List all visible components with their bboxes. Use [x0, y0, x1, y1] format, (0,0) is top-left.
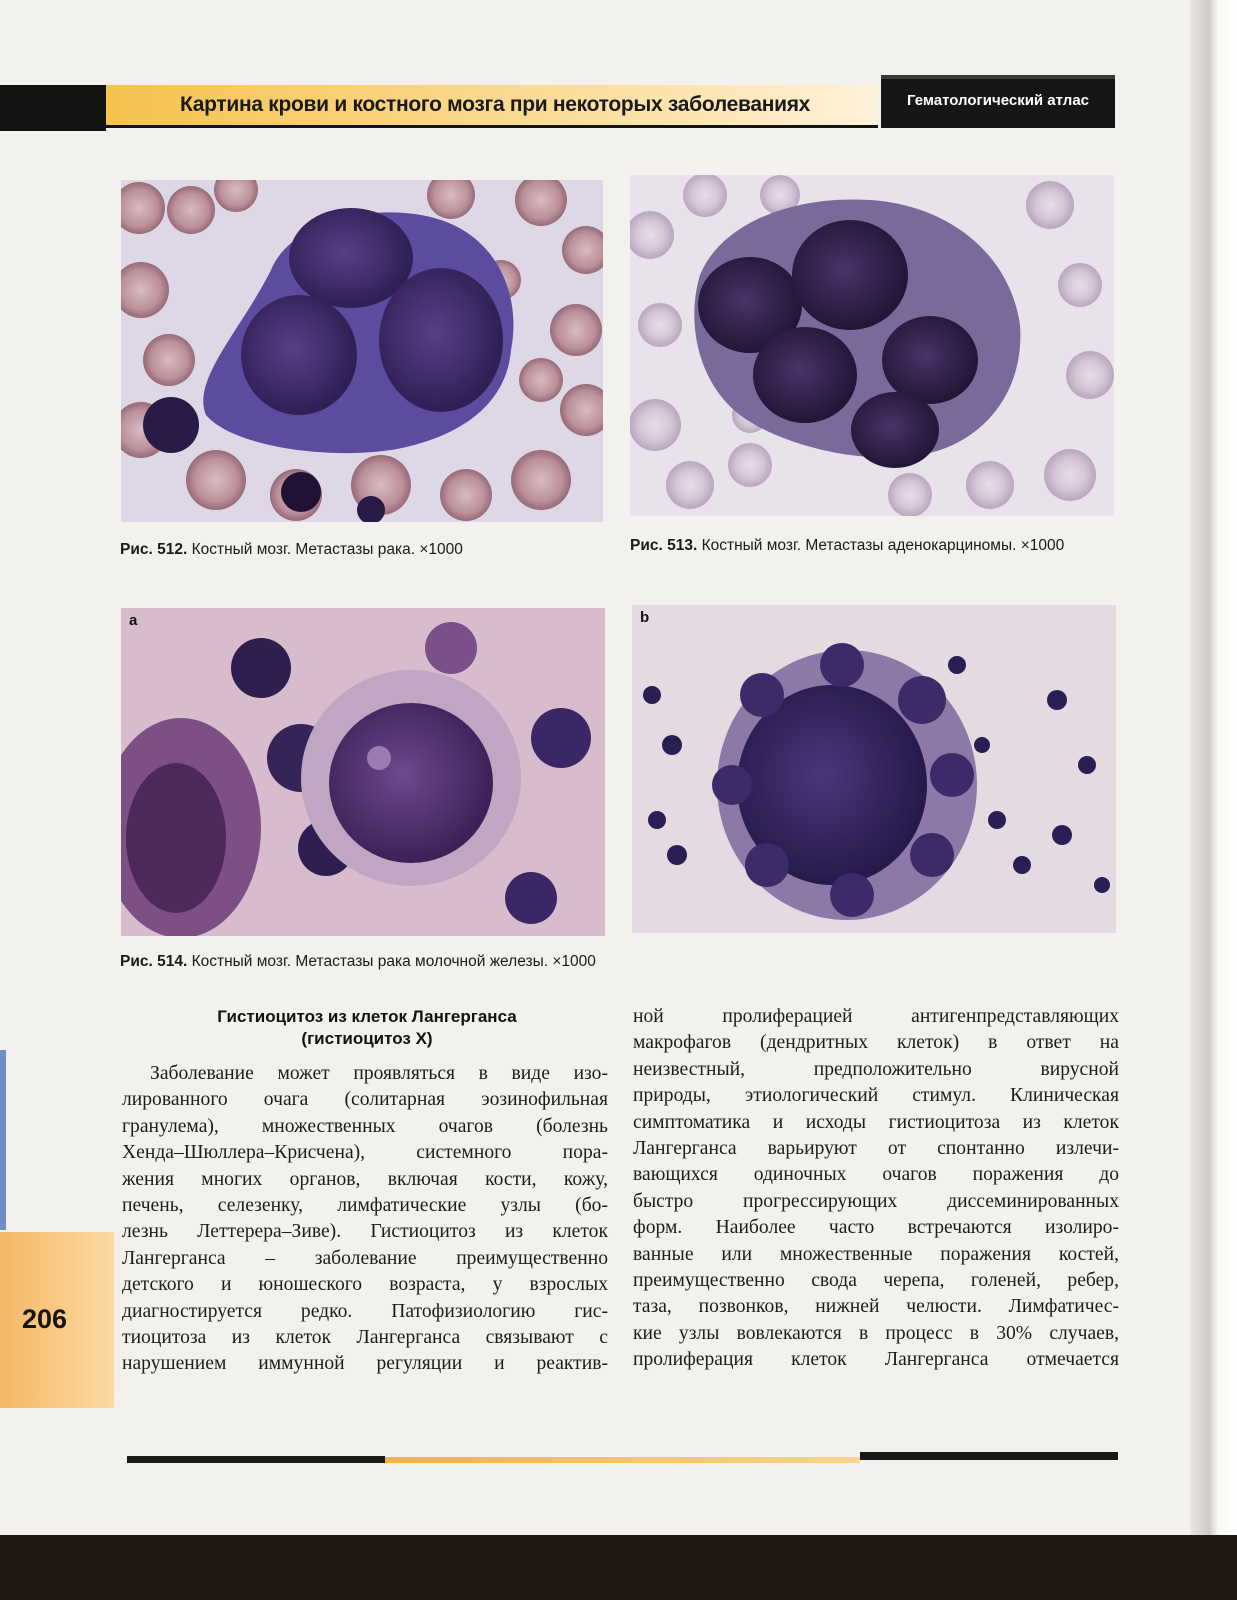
figure-514a-image [121, 608, 605, 936]
page-gutter-edge [1190, 0, 1237, 1600]
figure-513-image [630, 175, 1114, 516]
text-line: лированного очага (солитарная эозинофильная [122, 1089, 608, 1111]
header-left-block [0, 85, 106, 131]
text-line: Лангерганса варьируют от спонтанно излечи- [633, 1137, 1119, 1159]
section-title-line-2: (гистиоцитоз Х) [301, 1029, 433, 1048]
scan-bottom-band [0, 1535, 1237, 1600]
section-title [122, 1006, 612, 1050]
atlas-label: Гематологический атлас [906, 92, 1090, 109]
figure-514-text: Костный мозг. Метастазы рака молочной железы. ×1000 [187, 953, 596, 970]
figure-514-caption [120, 952, 720, 972]
text-line: ванные или множественные поражения костей, [633, 1243, 1119, 1265]
text-line: природы, этиологический стимул. Клиническая [633, 1085, 1119, 1107]
figure-514-number: Рис. 514. [120, 953, 188, 970]
text-line: нарушением иммунной регуляции и реактив- [122, 1353, 608, 1375]
figure-512-text: Костный мозг. Метастазы рака. ×1000 [187, 541, 463, 558]
figure-514-label-b: b [640, 609, 650, 626]
section-title-line-1: Гистиоцитоз из клеток Лангерганса [217, 1007, 517, 1026]
figure-512-image [121, 180, 603, 522]
text-line: быстро прогрессирующих диссеминированных [633, 1190, 1119, 1212]
text-column-left [122, 1061, 608, 1378]
text-line: ной пролиферацией антигенпредставляющих [633, 1006, 1119, 1027]
figure-513-text: Костный мозг. Метастазы аденокарциномы. ×1000 [697, 537, 1065, 554]
text-line: вающихся одиночных очагов поражения до [633, 1164, 1119, 1186]
text-line: жения многих органов, включая кости, кожу, [122, 1168, 608, 1190]
text-line: преимущественно свода черепа, голеней, ребер, [633, 1269, 1119, 1291]
figure-514-label-a: a [129, 612, 138, 629]
text-line: таза, позвонков, нижней челюсти. Лимфатичес- [633, 1296, 1119, 1318]
footer-rule-left [127, 1456, 385, 1463]
text-line: Заболевание может проявляться в виде изо- [150, 1063, 608, 1084]
footer-rule-right [860, 1452, 1118, 1460]
text-line: лезнь Леттерера–Зиве). Гистиоцитоз из клеток [122, 1221, 608, 1243]
figure-512-number: Рис. 512. [120, 541, 188, 558]
text-line: симптоматика и исходы гистиоцитоза из клеток [633, 1111, 1119, 1133]
text-line: пролиферация клеток Лангерганса отмечается [633, 1349, 1119, 1371]
page-number: 206 [22, 1304, 68, 1334]
text-line: гранулема), множественных очагов (болезнь [122, 1115, 608, 1137]
text-line: макрофагов (дендритных клеток) в ответ на [633, 1032, 1119, 1054]
chapter-title: Картина крови и костного мозга при некоторых заболеваниях [180, 93, 811, 116]
footer-rule-center [385, 1457, 860, 1463]
figure-514b-image [632, 605, 1116, 933]
figure-513-caption [630, 536, 1120, 556]
text-line: Лангерганса – заболевание преимущественно [122, 1247, 608, 1269]
text-column-right [633, 1004, 1119, 1373]
text-line: Хенда–Шюллера–Крисчена), системного пора- [122, 1142, 608, 1164]
text-line: детского и юношеского возраста, у взрослых [122, 1274, 608, 1296]
figure-513-number: Рис. 513. [630, 537, 698, 554]
text-line: неизвестный, предположительно вирусной [633, 1058, 1119, 1080]
text-line: диагностируется редко. Патофизиологию гис- [122, 1300, 608, 1322]
text-line: кие узлы вовлекаются в процесс в 30% случаев, [633, 1322, 1119, 1344]
figure-512-caption [120, 540, 610, 560]
text-line: печень, селезенку, лимфатические узлы (бо- [122, 1194, 608, 1216]
text-line: форм. Наиболее часто встречаются изолиро- [633, 1217, 1119, 1239]
side-tab-blue [0, 1050, 6, 1230]
text-line: тиоцитоза из клеток Лангерганса связывают с [122, 1326, 608, 1348]
